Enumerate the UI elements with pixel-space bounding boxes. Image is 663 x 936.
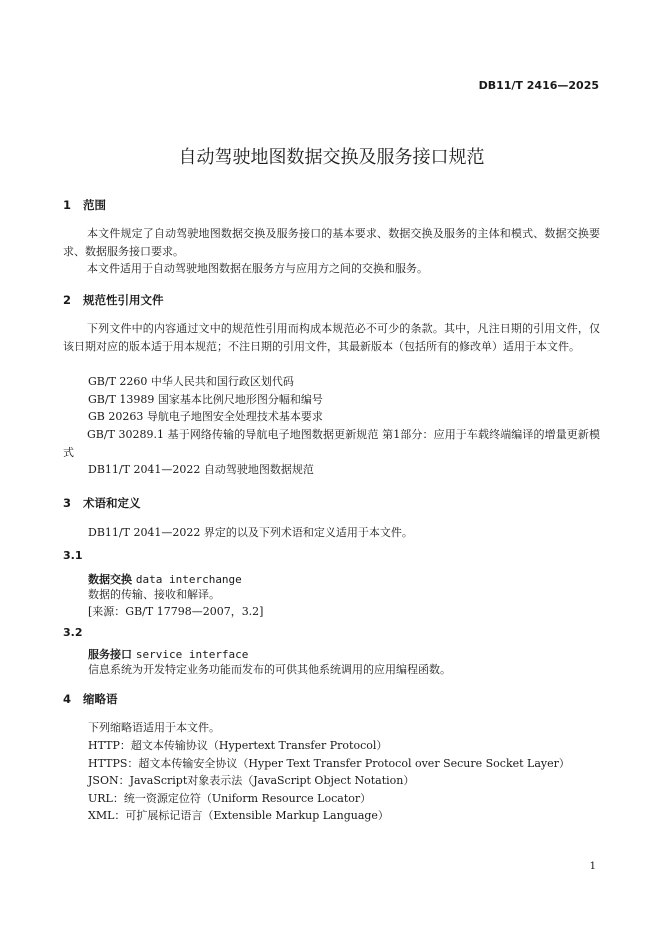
section-heading-scope [63,197,106,213]
term-number: 3.2 [63,626,83,639]
abbreviation-item: URL：统一资源定位符（Uniform Resource Locator） [88,792,372,805]
section-title: 缩略语 [83,692,118,706]
term-name-en: data interchange [135,573,242,586]
reference-item: GB/T 30289.1 基于网络传输的导航电子地图数据更新规范 第1部分：应用于车载终端编译的增量更新模式 [63,428,600,459]
scope-paragraph: 本文件规定了自动驾驶地图数据交换及服务接口的基本要求、数据交换及服务的主体和模式、数据交换要求、数据服务接口要求。 [63,227,600,258]
abbreviation-item: HTTP：超文本传输协议（Hypertext Transfer Protocol） [88,739,388,752]
section-title: 术语和定义 [83,496,141,510]
term-name-zh: 数据交换 [88,573,132,586]
terms-intro: DB11/T 2041—2022 界定的以及下列术语和定义适用于本文件。 [88,526,413,539]
reference-item: GB/T 2260 中华人民共和国行政区划代码 [88,375,294,388]
section-number: 3 [63,496,72,510]
term-definition: 信息系统为开发特定业务功能而发布的可供其他系统调用的应用编程函数。 [88,663,451,676]
section-title: 范围 [83,198,106,212]
section-title: 规范性引用文件 [83,293,164,307]
term-heading [88,646,248,662]
term-definition: 数据的传输、接收和解译。 [88,588,220,601]
term-number: 3.1 [63,549,83,562]
abbreviation-item: XML：可扩展标记语言（Extensible Markup Language） [88,809,389,822]
abbreviations-intro: 下列缩略语适用于本文件。 [88,721,220,734]
page-number: 1 [589,861,596,872]
references-intro: 下列文件中的内容通过文中的规范性引用而构成本规范必不可少的条款。其中，凡注日期的引用文件，仅该日期对应的版本适于用本规范；不注日期的引用文件，其最新版本（包括所有的修改单）适用于本文件。 [63,322,600,353]
page-title: 自动驾驶地图数据交换及服务接口规范 [178,147,485,168]
section-heading-abbreviations [63,691,118,707]
term-source: [来源：GB/T 17798—2007，3.2] [88,605,264,618]
section-heading-normative-references [63,292,164,308]
section-heading-terms [63,495,141,511]
document-number: DB11/T 2416—2025 [478,79,599,92]
abbreviation-item: HTTPS：超文本传输安全协议（Hyper Text Transfer Protocol over Secure Socket Layer） [88,757,570,770]
term-name-en: service interface [135,648,249,661]
scope-paragraph: 本文件适用于自动驾驶地图数据在服务方与应用方之间的交换和服务。 [87,262,428,275]
section-number: 1 [63,198,72,212]
reference-item: DB11/T 2041—2022 自动驾驶地图数据规范 [88,463,314,476]
term-heading [88,571,242,587]
section-number: 2 [63,293,72,307]
term-name-zh: 服务接口 [88,648,132,661]
section-number: 4 [63,692,72,706]
abbreviation-item: JSON：JavaScript对象表示法（JavaScript Object Notation） [88,774,415,787]
reference-item: GB/T 13989 国家基本比例尺地形图分幅和编号 [88,393,323,406]
reference-item: GB 20263 导航电子地图安全处理技术基本要求 [88,410,323,423]
